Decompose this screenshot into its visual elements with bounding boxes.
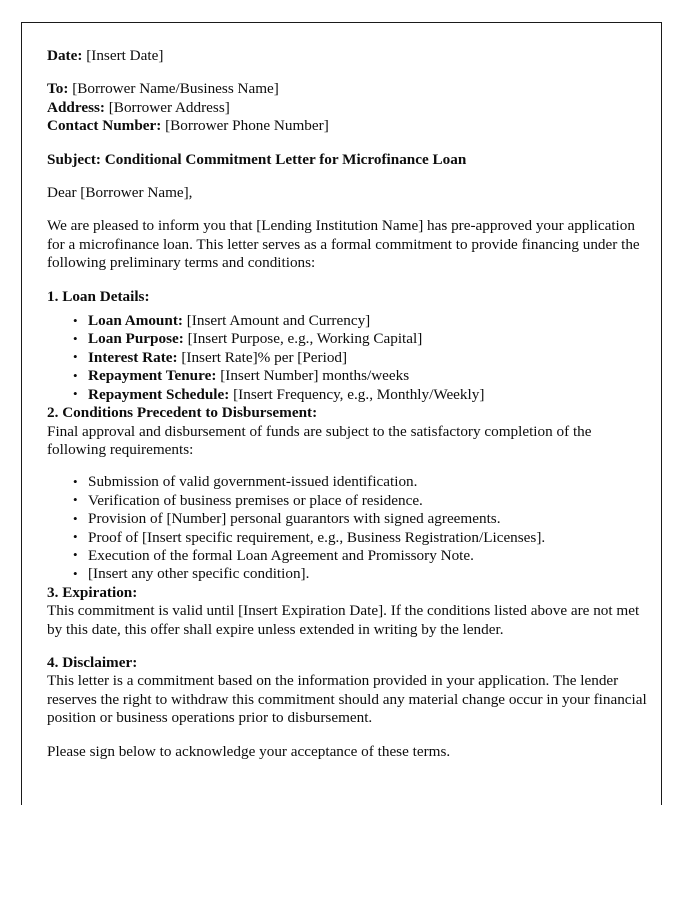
recipient-block: [47, 80, 647, 135]
letter-body: [47, 47, 647, 761]
section-1-heading-block: [47, 288, 647, 306]
section-2-heading-block: [47, 404, 647, 422]
list-item: [47, 367, 647, 385]
subject-block: [47, 151, 647, 169]
recipient-contact-value: [Borrower Phone Number]: [165, 117, 329, 135]
list-item: • Verification of business premises or place of residence.: [47, 492, 647, 510]
list-item: • Provision of [Number] personal guarantors with signed agreements.: [47, 510, 647, 528]
intro-paragraph: We are pleased to inform you that [Lending Institution Name] has pre-approved your application for a microfinance loan. This letter serves as a formal commitment to provide financing under the following preliminary terms and conditions:: [47, 217, 640, 272]
loan-detail-label: Repayment Schedule:: [88, 385, 230, 403]
list-item: • Proof of [Insert specific requirement, e.g., Business Registration/Licenses].: [47, 529, 647, 547]
loan-details-list: [47, 312, 647, 404]
list-item: • [Insert any other specific condition].: [47, 565, 647, 583]
list-item: [47, 330, 647, 348]
list-item: • Execution of the formal Loan Agreement and Promissory Note.: [47, 547, 647, 565]
section-3-block: [47, 584, 647, 639]
intro-block: [47, 217, 647, 272]
section-4-block: [47, 654, 647, 728]
section-3-body: This commitment is valid until [Insert Expiration Date]. If the conditions listed above are not met by this date, this offer shall expire unless extended in writing by the lender.: [47, 602, 640, 638]
section-1-heading: 1. Loan Details:: [47, 287, 150, 305]
recipient-to-value: [Borrower Name/Business Name]: [72, 80, 279, 98]
loan-detail-value: [Insert Amount and Currency]: [186, 312, 371, 330]
closing-line: Please sign below to acknowledge your acceptance of these terms.: [47, 742, 451, 760]
salutation-block: [47, 184, 647, 202]
date-line: [47, 47, 647, 65]
loan-detail-label: Loan Amount:: [88, 312, 183, 330]
loan-detail-value: [Insert Purpose, e.g., Working Capital]: [187, 330, 423, 348]
loan-detail-value: [Insert Number] months/weeks: [220, 367, 410, 385]
list-item: [47, 386, 647, 404]
recipient-address-value: [Borrower Address]: [108, 98, 230, 116]
list-item: [47, 349, 647, 367]
section-4-heading: 4. Disclaimer:: [47, 653, 138, 671]
recipient-address-line: [47, 99, 647, 117]
section-4-body: This letter is a commitment based on the information provided in your application. The lender reserves the right to withdraw this commitment should any material change occur in your financial position or business operations prior to disbursement.: [47, 672, 647, 727]
closing-block: [47, 743, 647, 761]
loan-detail-label: Interest Rate:: [88, 348, 178, 366]
loan-detail-value: [Insert Rate]% per [Period]: [181, 348, 348, 366]
recipient-to-line: [47, 80, 647, 98]
recipient-address-label: Address:: [47, 98, 105, 116]
loan-detail-label: Repayment Tenure:: [88, 367, 217, 385]
section-3-heading: 3. Expiration:: [47, 583, 138, 601]
section-2-intro-block: [47, 423, 647, 460]
subject-line: Subject: Conditional Commitment Letter for Microfinance Loan: [47, 150, 467, 168]
section-2-intro: Final approval and disbursement of funds are subject to the satisfactory completion of the following requirements:: [47, 422, 592, 458]
recipient-to-label: To:: [47, 80, 69, 98]
recipient-contact-line: [47, 117, 647, 135]
section-2-heading: 2. Conditions Precedent to Disbursement:: [47, 404, 318, 422]
loan-detail-value: [Insert Frequency, e.g., Monthly/Weekly]: [233, 385, 485, 403]
loan-detail-label: Loan Purpose:: [88, 330, 184, 348]
conditions-list: [47, 473, 647, 583]
date-value: [Insert Date]: [86, 47, 164, 64]
date-label: Date:: [47, 47, 83, 64]
date-block: [47, 47, 647, 65]
list-item: • Submission of valid government-issued identification.: [47, 473, 647, 491]
salutation-line: Dear [Borrower Name],: [47, 184, 193, 202]
list-item: [47, 312, 647, 330]
recipient-contact-label: Contact Number:: [47, 117, 162, 135]
